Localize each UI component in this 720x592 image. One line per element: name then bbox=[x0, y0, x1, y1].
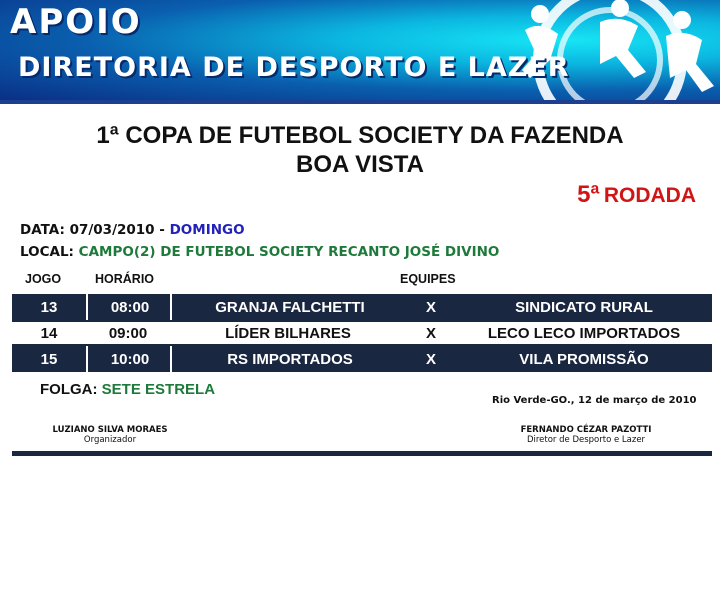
versus: X bbox=[425, 324, 436, 342]
place-date: Rio Verde-GO., 12 de março de 2010 bbox=[492, 395, 697, 406]
home-team: LÍDER BILHARES bbox=[225, 324, 351, 342]
location-value: CAMPO(2) DE FUTEBOL SOCIETY RECANTO JOSÉ DIVINO bbox=[78, 244, 500, 260]
versus: X bbox=[425, 350, 436, 368]
bye-team: SETE ESTRELA bbox=[101, 381, 216, 398]
footer-divider bbox=[12, 451, 712, 456]
game-number: 14 bbox=[40, 324, 58, 342]
bye-label: FOLGA: bbox=[40, 381, 98, 398]
banner-subtitle: DIRETORIA DE DESPORTO E LAZER bbox=[18, 52, 570, 83]
home-team: RS IMPORTADOS bbox=[170, 346, 408, 372]
away-team: SINDICATO RURAL bbox=[515, 298, 653, 316]
home-team: GRANJA FALCHETTI bbox=[170, 294, 408, 320]
date-day: DOMINGO bbox=[169, 222, 245, 238]
game-number: 15 bbox=[40, 350, 58, 368]
bye-line bbox=[40, 381, 215, 398]
game-time: 08:00 bbox=[86, 294, 172, 320]
round-word: RODADA bbox=[603, 184, 696, 207]
away-team: LECO LECO IMPORTADOS bbox=[487, 324, 681, 342]
round-label bbox=[577, 181, 696, 209]
date-line bbox=[20, 222, 245, 238]
signature-name: FERNANDO CÉZAR PAZOTTI bbox=[520, 425, 652, 435]
game-time: 10:00 bbox=[86, 346, 172, 372]
banner-title: APOIO bbox=[10, 2, 142, 42]
location-line bbox=[20, 244, 499, 260]
signature-director bbox=[516, 425, 656, 445]
game-number: 13 bbox=[40, 298, 58, 316]
game-time: 09:00 bbox=[108, 324, 148, 342]
versus: X bbox=[425, 298, 436, 316]
players-logo-icon bbox=[470, 0, 720, 100]
header-time: HORÁRIO bbox=[95, 272, 155, 286]
banner-divider bbox=[0, 100, 720, 104]
header-game: JOGO bbox=[25, 272, 62, 286]
signature-name: LUZIANO SILVA MORAES bbox=[52, 425, 168, 435]
signature-role: Organizador bbox=[83, 435, 137, 445]
signature-organizer bbox=[40, 425, 180, 445]
header-teams: EQUIPES bbox=[400, 272, 456, 286]
table-row bbox=[12, 320, 712, 346]
away-team: VILA PROMISSÃO bbox=[519, 350, 649, 368]
tournament-title-line2: BOA VISTA bbox=[295, 151, 424, 178]
table-row bbox=[12, 294, 712, 320]
header-banner bbox=[0, 0, 720, 100]
date-label: DATA: 07/03/2010 - bbox=[20, 222, 170, 238]
round-number: 5ª bbox=[577, 181, 600, 208]
location-label: LOCAL: bbox=[20, 244, 79, 260]
tournament-title-line1: 1ª COPA DE FUTEBOL SOCIETY DA FAZENDA bbox=[96, 122, 624, 149]
table-row bbox=[12, 346, 712, 372]
signature-role: Diretor de Desporto e Lazer bbox=[526, 435, 646, 445]
